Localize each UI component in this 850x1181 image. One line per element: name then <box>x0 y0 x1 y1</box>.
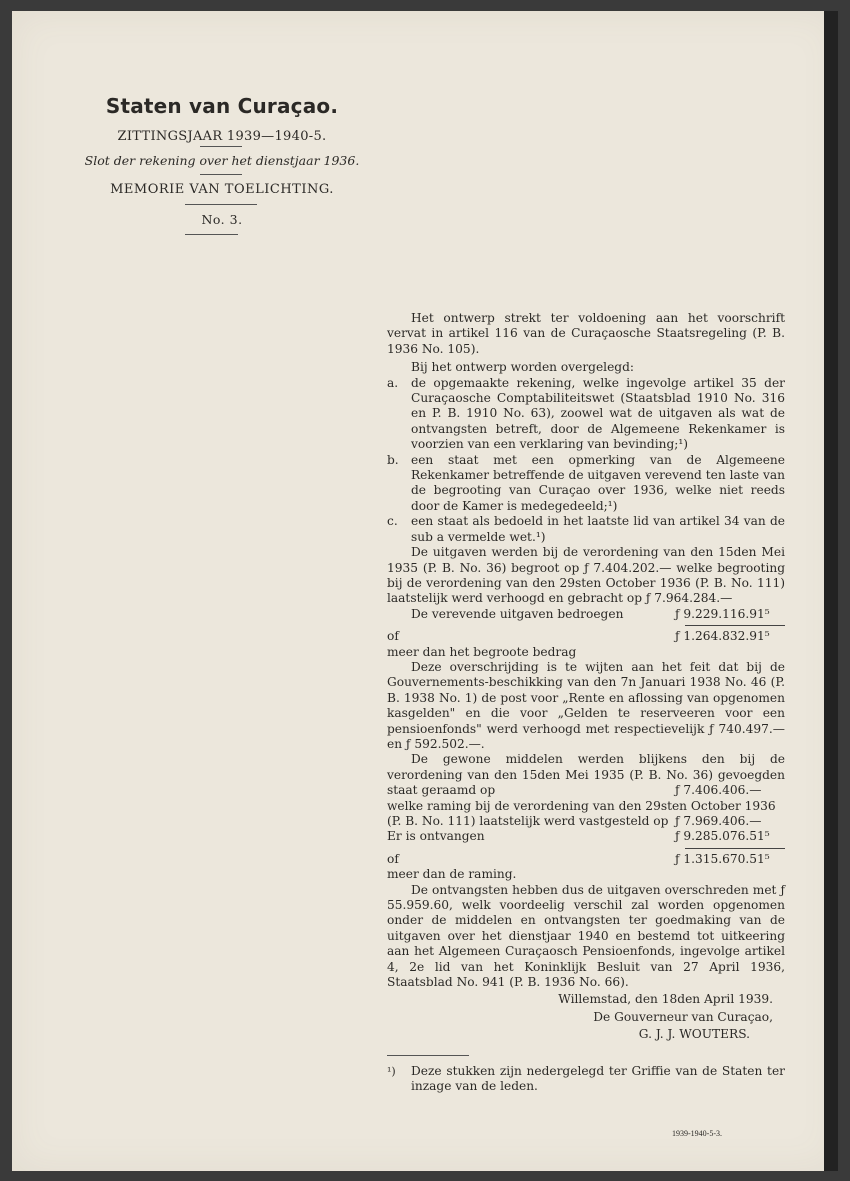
amount-row <box>387 852 785 867</box>
memorandum-body <box>387 311 785 1095</box>
document-title: Staten van Curaçao. <box>105 94 339 118</box>
document-subject: Slot der rekening over het dienstjaar 1936. <box>84 153 360 168</box>
sheet-number: 1939-1940-5-3. <box>672 1129 722 1138</box>
amount-label: of <box>387 629 399 644</box>
amount-label: De verevende uitgaven bedroegen <box>411 606 624 621</box>
list-item <box>387 514 785 545</box>
paragraph: De ontvangsten hebben dus de uitgaven overschreden met ƒ 55.959.60, welk voordeelig verschil zal worden opgenomen onder de middelen en ontvangsten ter goedmaking van de uitgaven over het dienstjaar 1940 en bestemd tot uitkeering aan het Algemeen Curaçaosch Pensioenfonds, ingevolge artikel 4, 2e lid van het Koninklijk Besluit van 27 April 1936, Staatsblad No. 941 (P. B. 1936 No. 66). <box>387 882 785 990</box>
paragraph: meer dan het begroote bedrag <box>387 644 577 659</box>
amount-row <box>387 783 785 798</box>
signatory-name: G. J. J. WOUTERS. <box>638 1027 750 1042</box>
footnote-divider <box>387 1055 469 1056</box>
amount-value: ƒ 9.285.076.51⁵ <box>675 829 770 844</box>
list-item <box>387 376 785 453</box>
document-number: No. 3. <box>201 212 243 227</box>
paragraph: meer dan de raming. <box>387 867 517 882</box>
amount-row <box>387 829 785 844</box>
list-text: een staat als bedoeld in het laatste lid van artikel 34 van de sub a vermelde wet.¹) <box>411 514 785 544</box>
amount-value: ƒ 7.969.406.— <box>675 814 762 829</box>
amount-row <box>387 629 785 644</box>
amount-value: ƒ 9.229.116.91⁵ <box>675 606 770 621</box>
amount-row <box>387 607 785 622</box>
divider <box>200 146 242 147</box>
list-label: a. <box>387 375 399 390</box>
list-label: b. <box>387 452 399 467</box>
list-text: een staat met een opmerking van de Algemeene Rekenkamer betreffende de uitgaven verevend ten laste van de begrooting van Curaçao over 1936, welke niet reeds door de Kamer is medegedeeld;¹) <box>411 452 785 513</box>
paragraph: Het ontwerp strekt ter voldoening aan het voorschrift vervat in artikel 116 van de Curaçaosche Staatsregeling (P. B. 1936 No. 105). <box>387 311 785 356</box>
divider <box>185 204 257 205</box>
document-type: MEMORIE VAN TOELICHTING. <box>110 182 334 197</box>
paragraph: De gewone middelen werden blijkens den bij de verordening van den 15den Mei 1935 (P. B. No. 36) gevoegden staat geraamd op <box>387 752 785 798</box>
amount-value: ƒ 1.264.832.91⁵ <box>675 629 770 644</box>
footnote-mark: ¹) <box>387 1064 396 1078</box>
list-label: c. <box>387 514 398 529</box>
paragraph: Deze overschrijding is te wijten aan het feit dat bij de Gouvernements-beschikking van den 7n Januari 1938 No. 46 (P. B. 1938 No. 1) de post voor „Rente en aflossing van opgenomen kasgelden" en die voor „Gelden te reserveeren voor een pensioenfonds" werd verhoogd met respectievelijk ƒ 740.497.— en ƒ 592.502.—. <box>387 659 785 751</box>
document-page <box>12 11 838 1171</box>
list-item <box>387 453 785 515</box>
paragraph: De uitgaven werden bij de verordening van den 15den Mei 1935 (P. B. No. 36) begroot op ƒ 7.404.202.— welke begrooting bij de verordening van den 29sten October 1936 (P. B. No. 111) laatstelijk werd verhoogd en gebracht op ƒ 7.964.284.— <box>387 545 785 606</box>
sum-line <box>685 625 785 626</box>
page-edge-shadow <box>824 11 838 1171</box>
divider <box>200 174 242 175</box>
footnote <box>387 1064 785 1095</box>
amount-value: ƒ 1.315.670.51⁵ <box>675 851 770 866</box>
paragraph: Bij het ontwerp worden overgelegd: <box>411 360 634 375</box>
signatory-title: De Gouverneur van Curaçao, <box>593 1009 773 1024</box>
amount-value: ƒ 7.406.406.— <box>675 783 762 798</box>
amount-label: Er is ontvangen <box>387 829 485 844</box>
session-year: ZITTINGSJAAR 1939—1940-5. <box>117 129 327 144</box>
amount-row <box>387 814 785 829</box>
place-date: Willemstad, den 18den April 1939. <box>558 992 773 1007</box>
sum-line <box>685 848 785 849</box>
list-text: de opgemaakte rekening, welke ingevolge artikel 35 der Curaçaosche Comptabiliteitswet (Staatsblad 1910 No. 316 en P. B. 1910 No. 63), zoowel wat de uitgaven als wat de ontvangsten betreft, door de Algemeene Rekenkamer is voorzien van een verklaring van bevinding;¹) <box>411 375 785 452</box>
amount-label: (P. B. No. 111) laatstelijk werd vastgesteld op <box>387 814 669 829</box>
amount-label: of <box>387 851 399 866</box>
footnote-text: Deze stukken zijn nedergelegd ter Griffie van de Staten ter inzage van de leden. <box>411 1063 785 1094</box>
divider <box>185 234 238 235</box>
paragraph: welke raming bij de verordening van den 29sten October 1936 <box>387 798 776 813</box>
spacer <box>387 783 675 798</box>
